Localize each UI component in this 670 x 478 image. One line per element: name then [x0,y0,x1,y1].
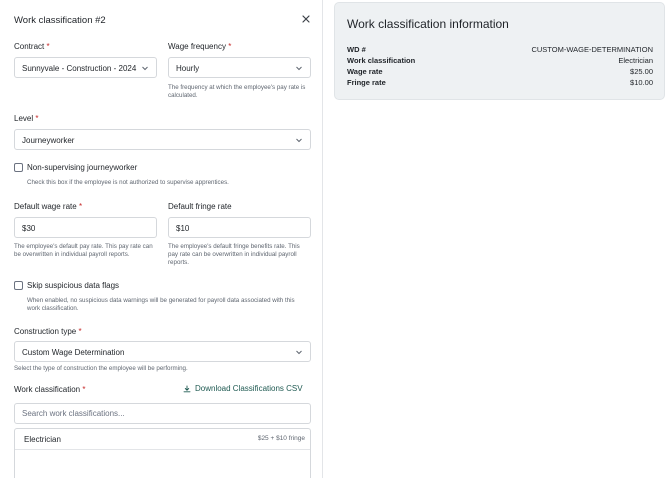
construction-type-select[interactable] [14,341,311,362]
level-label-text: Level [14,114,34,123]
chevron-down-icon [141,64,149,72]
default-fringe-rate-help: The employee's default fringe benefits rate. This pay rate can be overwritten in individual payroll reports. [168,243,300,266]
construction-type-label-text: Construction type [14,327,77,336]
required-marker: * [78,327,82,336]
default-wage-rate-label [14,202,82,211]
list-item[interactable] [15,429,310,450]
download-classifications-csv-link[interactable] [183,384,303,393]
default-wage-rate-label-text: Default wage rate [14,202,77,211]
info-value: $25.00 [630,67,653,76]
form-title: Work classification #2 [14,15,106,26]
skip-flags-label: Skip suspicious data flags [27,281,120,290]
wage-frequency-select[interactable] [168,57,311,78]
default-wage-rate-value: $30 [22,223,36,233]
wage-frequency-help: The frequency at which the employee's pay rate is calculated. [168,84,306,99]
level-value: Journeyworker [22,135,75,145]
contract-value: Sunnyvale - Construction - 2024 [22,63,137,73]
non-supervising-checkbox[interactable] [14,163,23,172]
required-marker: * [35,114,39,123]
info-title: Work classification information [347,17,509,31]
non-supervising-help: Check this box if the employee is not authorized to supervise apprentices. [27,179,229,186]
search-input[interactable] [15,404,310,423]
chevron-down-icon [295,64,303,72]
info-key: Fringe rate [347,78,386,87]
skip-flags-checkbox[interactable] [14,281,23,290]
default-fringe-rate-value: $10 [176,223,190,233]
contract-label-text: Contract [14,42,45,51]
info-key: Work classification [347,56,416,65]
default-fringe-rate-input[interactable] [168,217,311,238]
info-value: $10.00 [630,78,653,87]
contract-select[interactable] [14,57,157,78]
info-row-wage-rate [347,67,653,78]
close-button[interactable] [300,13,312,25]
default-wage-rate-help: The employee's default pay rate. This pay rate can be overwritten in individual payroll reports. [14,243,153,258]
required-marker: * [228,42,232,51]
work-classification-search-input[interactable] [14,403,311,424]
info-row-wd [347,45,653,56]
info-value: Electrician [618,56,653,65]
work-classification-label-text: Work classification [14,385,81,394]
chevron-down-icon [295,136,303,144]
wage-frequency-value: Hourly [176,63,200,73]
chevron-down-icon [295,348,303,356]
info-key: WD # [347,45,366,54]
required-marker: * [46,42,50,51]
construction-type-label [14,327,82,336]
close-icon [300,13,312,25]
info-row-fringe-rate [347,78,653,89]
info-value: CUSTOM-WAGE-DETERMINATION [531,45,653,54]
default-fringe-rate-label: Default fringe rate [168,202,232,211]
default-wage-rate-input[interactable] [14,217,157,238]
non-supervising-label: Non-supervising journeyworker [27,163,138,172]
info-panel [323,0,670,478]
required-marker: * [78,202,83,211]
info-row-classification [347,56,653,67]
wage-frequency-label-text: Wage frequency [168,42,226,51]
work-classification-label [14,385,85,394]
classification-rate: $25 + $10 fringe [257,435,305,442]
level-select[interactable] [14,129,311,150]
work-classification-results-list [14,428,311,478]
construction-type-value: Custom Wage Determination [22,347,125,357]
work-classification-form-panel [0,0,323,478]
skip-flags-help: When enabled, no suspicious data warnings will be generated for payroll data associated with this work classification. [27,297,295,312]
wage-frequency-label [168,42,231,51]
info-key: Wage rate [347,67,383,76]
level-label [14,114,38,123]
download-link-label: Download Classifications CSV [195,384,303,393]
work-classification-info-card [334,2,665,100]
required-marker: * [82,385,86,394]
construction-type-help: Select the type of construction the employee will be performing. [14,365,188,372]
classification-name: Electrician [24,434,61,444]
download-icon [183,385,191,393]
contract-label [14,42,50,51]
